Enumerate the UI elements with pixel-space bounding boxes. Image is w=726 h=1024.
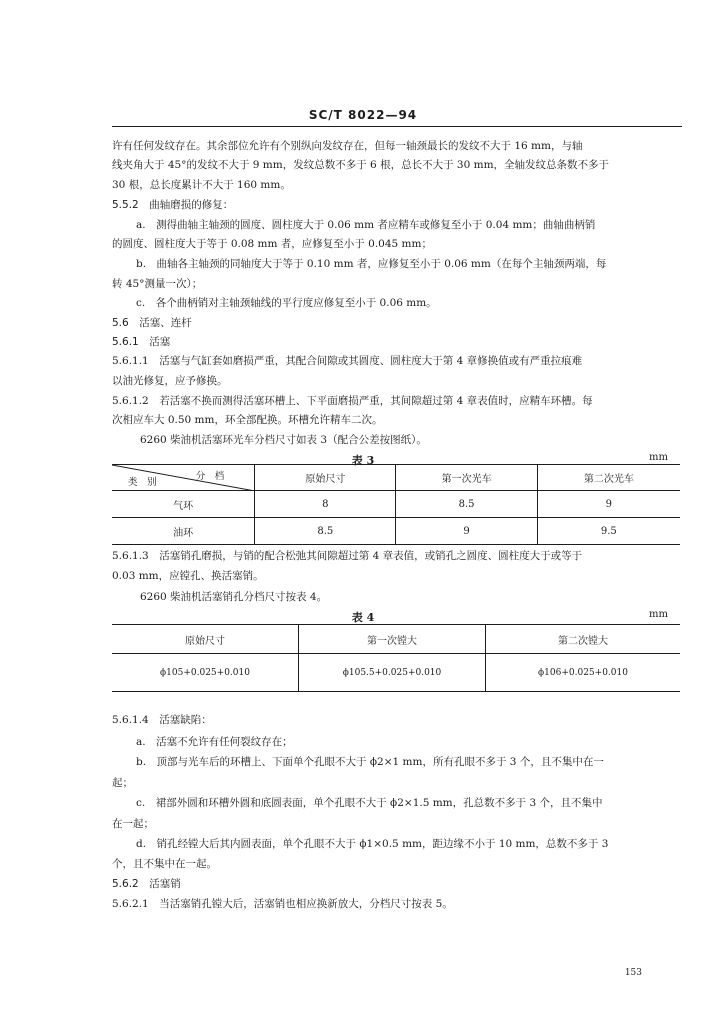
table3-corner-bottom: 类 别	[128, 477, 157, 488]
table3-corner-top: 分 档	[195, 471, 225, 482]
text-line: b. 曲轴各主轴颈的同轴度大于等于 0.10 mm 者，应修复至小于 0.06 mm（在每个主轴颈两端，每	[136, 258, 607, 270]
text-line: 5.6.1.1 活塞与气缸套如磨损严重，其配合间隙或其圆度、圆柱度大于第 4 章修换值或有严重拉痕难	[112, 355, 583, 367]
table4-cell: ϕ105+0.025+0.010	[112, 654, 299, 692]
table4-cell: ϕ106+0.025+0.010	[486, 654, 681, 692]
text-line: 6260 柴油机活塞环光车分档尺寸如表 3（配合公差按图纸）。	[140, 434, 427, 446]
table3-caption: 表 3	[351, 454, 375, 467]
text-line: 线夹角大于 45°的发纹不大于 9 mm，发纹总数不多于 6 根，总长不大于 30 mm，全轴发纹总条数不多于	[112, 159, 610, 171]
table4-header-cell: 原始尺寸	[112, 625, 299, 654]
table3	[112, 464, 680, 545]
table3-row-label: 气环	[112, 491, 255, 518]
table4-cell: ϕ105.5+0.025+0.010	[299, 654, 486, 692]
text-line: c. 裙部外圆和环槽外圆和底圆表面，单个孔眼不大于 ϕ2×1.5 mm，孔总数不多于 3 个，且不集中	[136, 797, 603, 809]
table3-cell: 9	[537, 491, 680, 518]
table-row	[112, 491, 680, 518]
table3-corner-cell	[112, 465, 255, 491]
table3-cell: 9.5	[537, 518, 680, 545]
text-line: a. 测得曲轴主轴颈的圆度、圆柱度大于 0.06 mm 者应精车或修复至小于 0.04 mm；曲轴曲柄销	[136, 219, 596, 231]
section-heading: 5.5.2 曲轴磨损的修复：	[112, 199, 234, 211]
table4-header-cell: 第二次镗大	[486, 625, 681, 654]
table3-cell: 9	[396, 518, 537, 545]
table3-header-cell: 原始尺寸	[255, 465, 396, 491]
table-row	[112, 654, 680, 692]
table4-header-cell: 第一次镗大	[299, 625, 486, 654]
text-line: c. 各个曲柄销对主轴颈轴线的平行度应修复至小于 0.06 mm。	[136, 297, 437, 309]
table4	[112, 624, 680, 692]
section-heading: 5.6 活塞、连杆	[112, 317, 192, 329]
text-line: 在一起；	[112, 818, 154, 830]
text-line: 个，且不集中在一起。	[112, 858, 217, 870]
text-line: 以油光修复，应予修换。	[112, 375, 228, 387]
text-line: d. 销孔经镗大后其内圆表面，单个孔眼不大于 ϕ1×0.5 mm，距边缘不小于 10 mm，总数不多于 3	[136, 838, 609, 850]
table3-cell: 8	[255, 491, 396, 518]
page-number: 153	[624, 968, 642, 978]
text-line: 5.6.2.1 当活塞销孔镗大后，活塞销也相应换新放大，分档尺寸按表 5。	[112, 898, 453, 910]
section-heading: 5.6.1 活塞	[112, 336, 171, 348]
table3-header-cell: 第一次光车	[396, 465, 537, 491]
text-line: 许有任何发纹存在。其余部位允许有个别纵向发纹存在，但每一轴颈最长的发纹不大于 16 mm，与轴	[112, 140, 583, 152]
text-line: 次相应车大 0.50 mm，环全部配换。环槽允许精车二次。	[112, 414, 383, 426]
text-line: 转 45°测量一次）；	[112, 278, 203, 290]
text-line: a. 活塞不允许有任何裂纹存在；	[136, 736, 293, 748]
table3-unit: mm	[649, 452, 668, 463]
table4-caption: 表 4	[351, 611, 375, 624]
text-line: 起；	[112, 777, 133, 789]
text-line: 0.03 mm，应镗孔、换活塞销。	[112, 570, 264, 582]
header-rule	[112, 126, 682, 127]
text-line: 6260 柴油机活塞销孔分档尺寸按表 4。	[140, 591, 328, 603]
text-line: b. 顶部与光车后的环槽上、下面单个孔眼不大于 ϕ2×1 mm，所有孔眼不多于 3 个，且不集中在一	[136, 756, 604, 768]
table3-row-label: 油环	[112, 518, 255, 545]
page-header: SC/T 8022—94	[308, 108, 418, 122]
table-row	[112, 518, 680, 545]
table4-unit: mm	[649, 609, 668, 620]
section-heading: 5.6.1.4 活塞缺陷：	[112, 714, 212, 726]
section-heading: 5.6.1.3 活塞销孔磨损，与销的配合松弛其间隙超过第 4 章表值，或销孔之圆度、圆柱度大于或等于	[112, 550, 583, 562]
table3-header-cell: 第二次光车	[537, 465, 680, 491]
table3-cell: 8.5	[255, 518, 396, 545]
text-line: 的圆度、圆柱度大于等于 0.08 mm 者，应修复至小于 0.045 mm；	[112, 238, 432, 250]
text-line: 5.6.1.2 若活塞不换而测得活塞环槽上、下平面磨损严重，其间隙超过第 4 章表值时，应精车环槽。每	[112, 395, 593, 407]
table3-cell: 8.5	[396, 491, 537, 518]
text-line: 30 根，总长度累计不大于 160 mm。	[112, 179, 291, 191]
section-heading: 5.6.2 活塞销	[112, 878, 181, 890]
